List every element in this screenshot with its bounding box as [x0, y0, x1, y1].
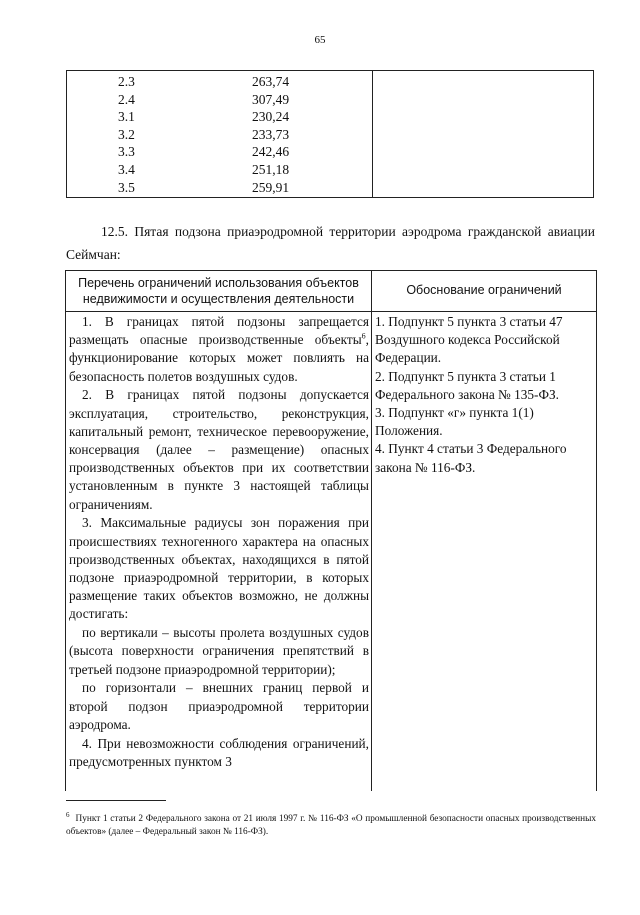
header-justification: Обоснование ограничений — [406, 283, 562, 297]
point-number: 3.1 — [118, 109, 135, 125]
justification-column — [375, 313, 592, 477]
restriction-paragraph: 2. В границах пятой подзоны допускается эксплуатация, строительство, реконструкция, капитальный ремонт, техническое перевооружение, консервация (далее – размещение) опасных производственных объектов при их соответствии установленным в пункте 3 настоящей таблицы ограничениям. — [69, 387, 369, 512]
header-restrictions: Перечень ограничений использования объектов недвижимости и осуществления деятельности — [78, 276, 359, 306]
section-paragraph: 12.5. Пятая подзона приаэродромной территории аэродрома гражданской авиации Сеймчан: — [66, 224, 595, 262]
restriction-paragraph: 3. Максимальные радиусы зон поражения при происшествиях техногенного характера на опасных производственных объектах, находящихся в пятой подзоне приаэродромной территории, в которых размещение таких объектов возможно, не должны достигать: — [69, 515, 369, 622]
restriction-paragraph: 4. При невозможности соблюдения ограничений, предусмотренных пунктом 3 — [69, 735, 369, 769]
point-value: 263,74 — [252, 74, 290, 89]
point-number: 2.4 — [118, 91, 135, 107]
restriction-paragraph: по вертикали – высоты пролета воздушных судов (высота поверхности ограничения препятствий в третьей подзоне приаэродромной территории); — [69, 625, 369, 677]
column-divider — [371, 271, 372, 791]
point-value: 259,91 — [252, 179, 290, 195]
point-value: 233,73 — [252, 126, 290, 142]
coord-table-left-border — [66, 71, 67, 197]
footnote-separator — [66, 800, 166, 801]
point-number: 3.3 — [118, 144, 135, 160]
point-value: 242,46 — [252, 144, 290, 160]
restrictions-column — [69, 313, 369, 772]
coord-table-divider — [372, 71, 373, 197]
footnote-text: Пункт 1 статьи 2 Федерального закона от 21 июля 1997 г. № 116-ФЗ «О промышленной безопасности опасных производственных объектов» (далее – Федеральный закон № 116-ФЗ). — [66, 814, 596, 838]
footnote-mark: 6 — [66, 811, 70, 819]
point-number: 3.2 — [118, 126, 135, 142]
restrictions-table — [65, 270, 597, 791]
point-number: 2.3 — [118, 74, 135, 89]
justification-item: 1. Подпункт 5 пункта 3 статьи 47 Воздушного кодекса Российской Федерации. — [375, 314, 563, 366]
footnote — [66, 809, 596, 839]
point-value: 230,24 — [252, 109, 290, 125]
justification-item: 3. Подпункт «г» пункта 1(1) Положения. — [375, 405, 534, 439]
page-number: 65 — [314, 34, 326, 46]
point-number: 3.4 — [118, 162, 135, 177]
restriction-paragraph: по горизонтали – внешних границ первой и второй подзон приаэродромной территории аэродрома. — [69, 680, 369, 732]
justification-item: 2. Подпункт 5 пункта 3 статьи 1 Федерального закона № 135-ФЗ. — [375, 368, 559, 402]
point-value: 307,49 — [252, 91, 290, 107]
header-separator — [66, 311, 596, 312]
point-value: 251,18 — [252, 162, 290, 177]
restriction-paragraph: 1. В границах пятой подзоны запрещается размещать опасные производственные объекты$^6$, функционирование которых может повлиять на безопасность полетов воздушных судов. — [69, 314, 369, 384]
point-number: 3.5 — [118, 179, 135, 195]
coordinate-table — [66, 70, 594, 198]
coord-table-right-border — [593, 71, 594, 197]
justification-item: 4. Пункт 4 статьи 3 Федерального закона № 116-ФЗ. — [375, 441, 567, 475]
footnote-reference: 6 — [361, 331, 366, 341]
